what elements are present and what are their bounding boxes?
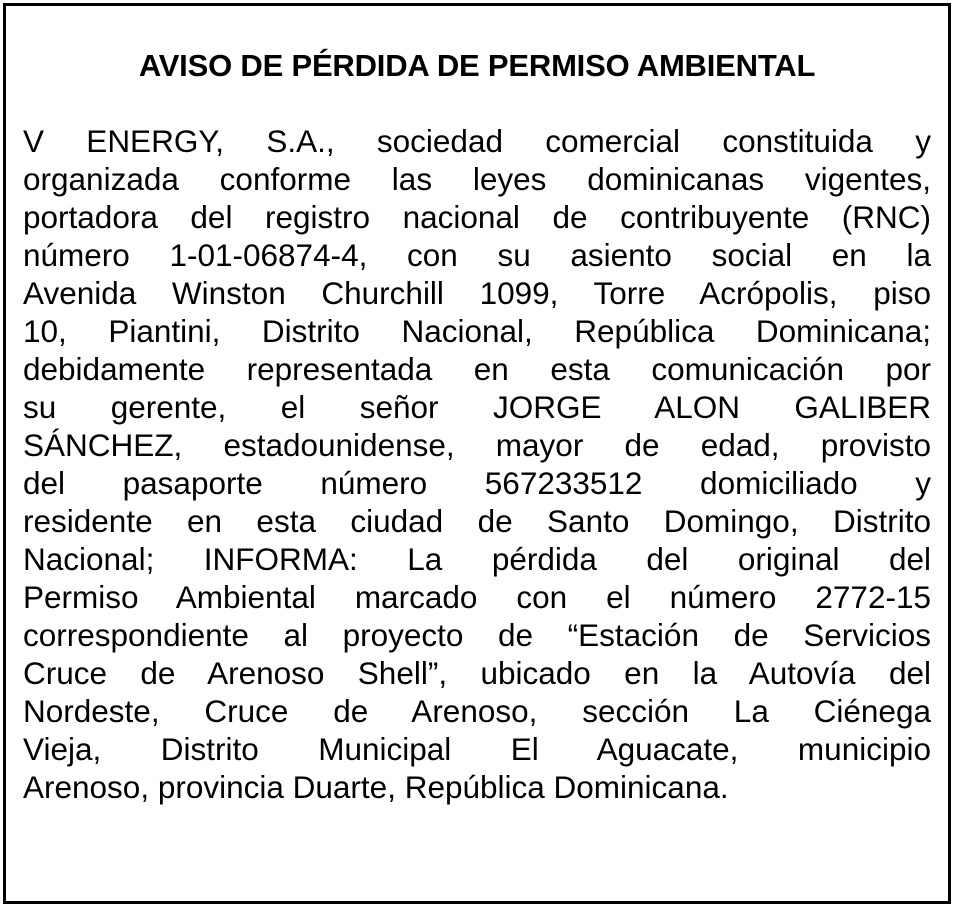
notice-body-line: Vieja, Distrito Municipal El Aguacate, municipio: [23, 731, 931, 767]
notice-body: [23, 122, 931, 806]
notice-body-line: su gerente, el señor JORGE ALON GALIBER: [23, 389, 931, 425]
notice-body-line: Cruce de Arenoso Shell”, ubicado en la Autovía del: [23, 655, 931, 691]
notice-body-line: Avenida Winston Churchill 1099, Torre Acrópolis, piso: [23, 275, 931, 311]
notice-body-line: Nacional; INFORMA: La pérdida del original del: [23, 541, 931, 577]
notice-body-line: del pasaporte número 567233512 domiciliado y: [23, 465, 931, 501]
notice-body-line: SÁNCHEZ, estadounidense, mayor de edad, provisto: [23, 427, 931, 463]
notice-body-line: Permiso Ambiental marcado con el número 2772-15: [23, 579, 931, 615]
notice-body-line: correspondiente al proyecto de “Estación de Servicios: [23, 617, 931, 653]
notice-body-line: debidamente representada en esta comunicación por: [23, 351, 931, 387]
notice-body-line: organizada conforme las leyes dominicanas vigentes,: [23, 161, 931, 197]
notice-body-line: Arenoso, provincia Duarte, República Dominicana.: [23, 769, 729, 805]
notice-body-line: V ENERGY, S.A., sociedad comercial constituida y: [23, 123, 931, 159]
notice-frame: [3, 3, 951, 904]
notice-body-line: Nordeste, Cruce de Arenoso, sección La Ciénega: [23, 693, 931, 729]
notice-body-line: portadora del registro nacional de contribuyente (RNC): [23, 199, 931, 235]
notice-title: AVISO DE PÉRDIDA DE PERMISO AMBIENTAL: [138, 48, 816, 83]
notice-body-line: residente en esta ciudad de Santo Domingo, Distrito: [23, 503, 931, 539]
notice-body-line: 10, Piantini, Distrito Nacional, República Dominicana;: [23, 313, 931, 349]
notice-body-line: número 1-01-06874-4, con su asiento social en la: [23, 237, 931, 273]
